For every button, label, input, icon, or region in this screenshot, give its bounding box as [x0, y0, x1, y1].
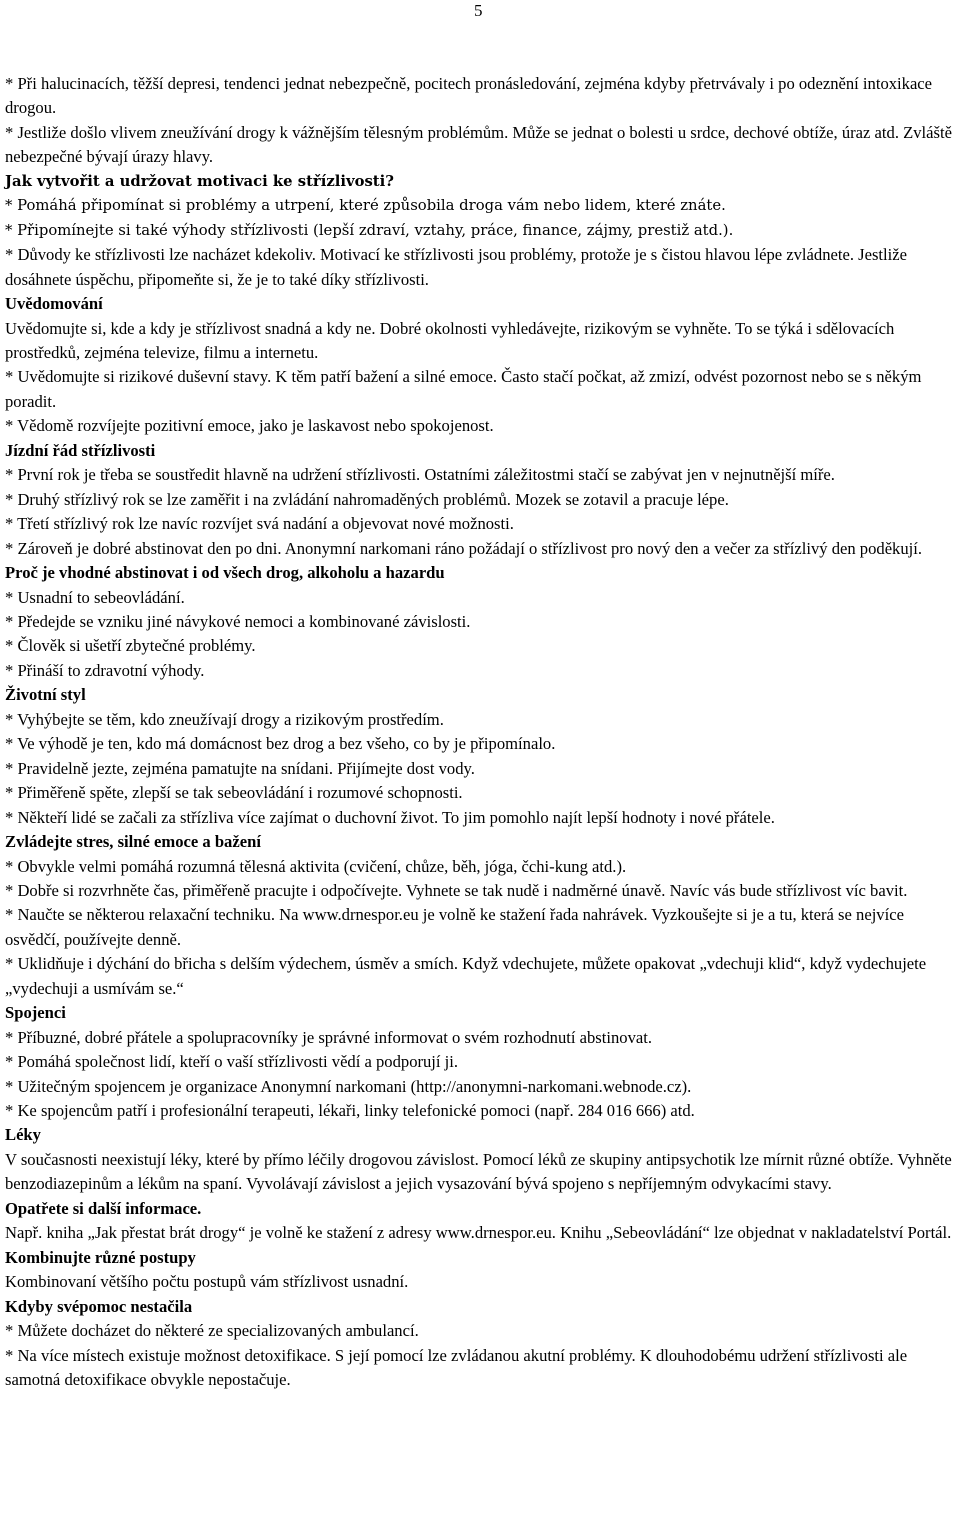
- paragraph: * Ke spojencům patří i profesionální terapeuti, lékaři, linky telefonické pomoci (např. 284 016 666) atd.: [5, 1101, 695, 1121]
- paragraph: * Vyhýbejte se těm, kdo zneužívají drogy a rizikovým prostředím.: [5, 709, 444, 729]
- section-heading: Léky: [5, 1125, 41, 1145]
- paragraph: * Můžete docházet do některé ze specializovaných ambulancí.: [5, 1321, 419, 1341]
- paragraph: * Přináší to zdravotní výhody.: [5, 660, 205, 680]
- paragraph: * Přiměřeně spěte, zlepší se tak sebeovládání i rozumové schopnosti.: [5, 783, 463, 803]
- paragraph: * První rok je třeba se soustředit hlavně na udržení střízlivosti. Ostatními záležitostmi stačí se zabývat jen v nejnutnější míře.: [5, 465, 835, 485]
- paragraph: * Předejde se vzniku jiné návykové nemoci a kombinované závislosti.: [5, 611, 471, 631]
- paragraph: * Někteří lidé se začali za střízliva více zajímat o duchovní život. To jim pomohlo najít lepší hodnoty i nové přátele.: [5, 807, 775, 827]
- paragraph: Např. kniha „Jak přestat brát drogy“ je volně ke stažení z adresy www.drnespor.eu. Knihu „Sebeovládání“ lze objednat v nakladatelství Portál.: [5, 1223, 952, 1243]
- paragraph: * Na více místech existuje možnost detoxifikace. S její pomocí lze zvládanou akutní problémy. K dlouhodobému udržení střízlivosti ale samotná detoxifikace obvykle nepostačuje.: [5, 1345, 908, 1390]
- paragraph: * Pravidelně jezte, zejména pamatujte na snídani. Přijímejte dost vody.: [5, 758, 475, 778]
- paragraph: * Uklidňuje i dýchání do břicha s delším výdechem, úsměv a smích. Když vdechujete, můžete opakovat „vdechuji klid“, když vydechujete „vydechuji a usmívám se.“: [5, 954, 927, 998]
- paragraph: * Třetí střízlivý rok lze navíc rozvíjet svá nadání a objevovat nové možnosti.: [5, 514, 514, 534]
- section-heading: Jízdní řád střízlivosti: [5, 440, 156, 460]
- paragraph: * Naučte se některou relaxační techniku. Na www.drnespor.eu je volně ke stažení řada nahrávek. Vyzkoušejte si je a tu, která se nejvíce osvědčí, používejte denně.: [5, 905, 904, 949]
- paragraph: * Zároveň je dobré abstinovat den po dni. Anonymní narkomani ráno požádají o střízlivost pro nový den a večer za střízlivý den poděkují.: [5, 538, 923, 558]
- section-heading: Uvědomování: [5, 294, 103, 314]
- paragraph: * Příbuzné, dobré přátele a spolupracovníky je správné informovat o svém rozhodnutí abstinovat.: [5, 1027, 652, 1047]
- paragraph: * Vědomě rozvíjejte pozitivní emoce, jako je laskavost nebo spokojenost.: [5, 416, 494, 436]
- page-number: 5: [474, 1, 483, 20]
- paragraph: * Při halucinacích, těžší depresi, tendenci jednat nebezpečně, pocitech pronásledování, zejména kdyby přetrvávaly i po odeznění intoxikace drogou.: [5, 74, 933, 118]
- section-heading: Spojenci: [5, 1003, 66, 1023]
- paragraph: * Ve výhodě je ten, kdo má domácnost bez drog a bez všeho, co by je připomínalo.: [5, 734, 556, 754]
- paragraph: * Usnadní to sebeovládání.: [5, 587, 185, 607]
- paragraph: * Obvykle velmi pomáhá rozumná tělesná aktivita (cvičení, chůze, běh, jóga, čchi-kung atd.).: [5, 856, 627, 876]
- paragraph: Kombinovaní většího počtu postupů vám střízlivost usnadní.: [5, 1272, 409, 1292]
- paragraph: * Pomáhá společnost lidí, kteří o vaší střízlivosti vědí a podporují ji.: [5, 1052, 459, 1072]
- paragraph: * Připomínejte si také výhody střízlivosti (lepší zdraví, vztahy, práce, finance, zájmy, prestiž atd.).: [5, 221, 734, 239]
- paragraph: * Člověk si ušetří zbytečné problémy.: [5, 636, 256, 656]
- paragraph: * Užitečným spojencem je organizace Anonymní narkomani (http://anonymni-narkomani.webnode.cz).: [5, 1076, 692, 1096]
- section-heading: Životní styl: [5, 685, 86, 705]
- section-heading: Zvládejte stres, silné emoce a bažení: [5, 832, 261, 852]
- paragraph: * Důvody ke střízlivosti lze nacházet kdekoliv. Motivací ke střízlivosti jsou problémy, protože je s čistou hlavou lépe zvládnete. Jestliže dosáhnete úspěchu, připomeňte si, že je to také díky střízlivosti.: [5, 245, 907, 289]
- section-heading: Proč je vhodné abstinovat i od všech drog, alkoholu a hazardu: [5, 563, 445, 583]
- paragraph: * Uvědomujte si rizikové duševní stavy. K těm patří bažení a silné emoce. Často stačí počkat, až zmizí, odvést pozornost nebo se s někým poradit.: [5, 367, 922, 411]
- section-heading: Kdyby svépomoc nestačila: [5, 1296, 193, 1316]
- paragraph: * Druhý střízlivý rok se lze zaměřit i na zvládání nahromaděných problémů. Mozek se zotavil a pracuje lépe.: [5, 489, 729, 509]
- section-heading: Jak vytvořit a udržovat motivaci ke střízlivosti?: [5, 172, 394, 190]
- paragraph: V současnosti neexistují léky, které by přímo léčily drogovou závislost. Pomocí léků ze skupiny antipsychotik lze mírnit různé obtíže. Vyhněte benzodiazepinům a lékům na spaní. Vyvolávají závislost a jejich vysazování bývá spojeno s nepříjemným odvykacími stavy.: [5, 1149, 952, 1194]
- paragraph: * Dobře si rozvrhněte čas, přiměřeně pracujte i odpočívejte. Vyhnete se tak nudě i nadměrné únavě. Navíc vás bude střízlivost víc bavit.: [5, 880, 908, 900]
- section-heading: Opatřete si další informace.: [5, 1198, 202, 1218]
- section-heading: Kombinujte různé postupy: [5, 1247, 196, 1267]
- document-body: [5, 72, 957, 1392]
- paragraph: * Pomáhá připomínat si problémy a utrpení, které způsobila droga vám nebo lidem, které znáte.: [5, 197, 726, 215]
- paragraph: * Jestliže došlo vlivem zneužívání drogy k vážnějším tělesným problémům. Může se jednat o bolesti u srdce, dechové obtíže, úraz atd. Zvláště nebezpečné bývají úrazy hlavy.: [5, 122, 952, 167]
- paragraph: Uvědomujte si, kde a kdy je střízlivost snadná a kdy ne. Dobré okolnosti vyhledávejte, rizikovým se vyhněte. To se týká i sdělovacích prostředků, zejména televize, filmu a internetu.: [5, 318, 895, 362]
